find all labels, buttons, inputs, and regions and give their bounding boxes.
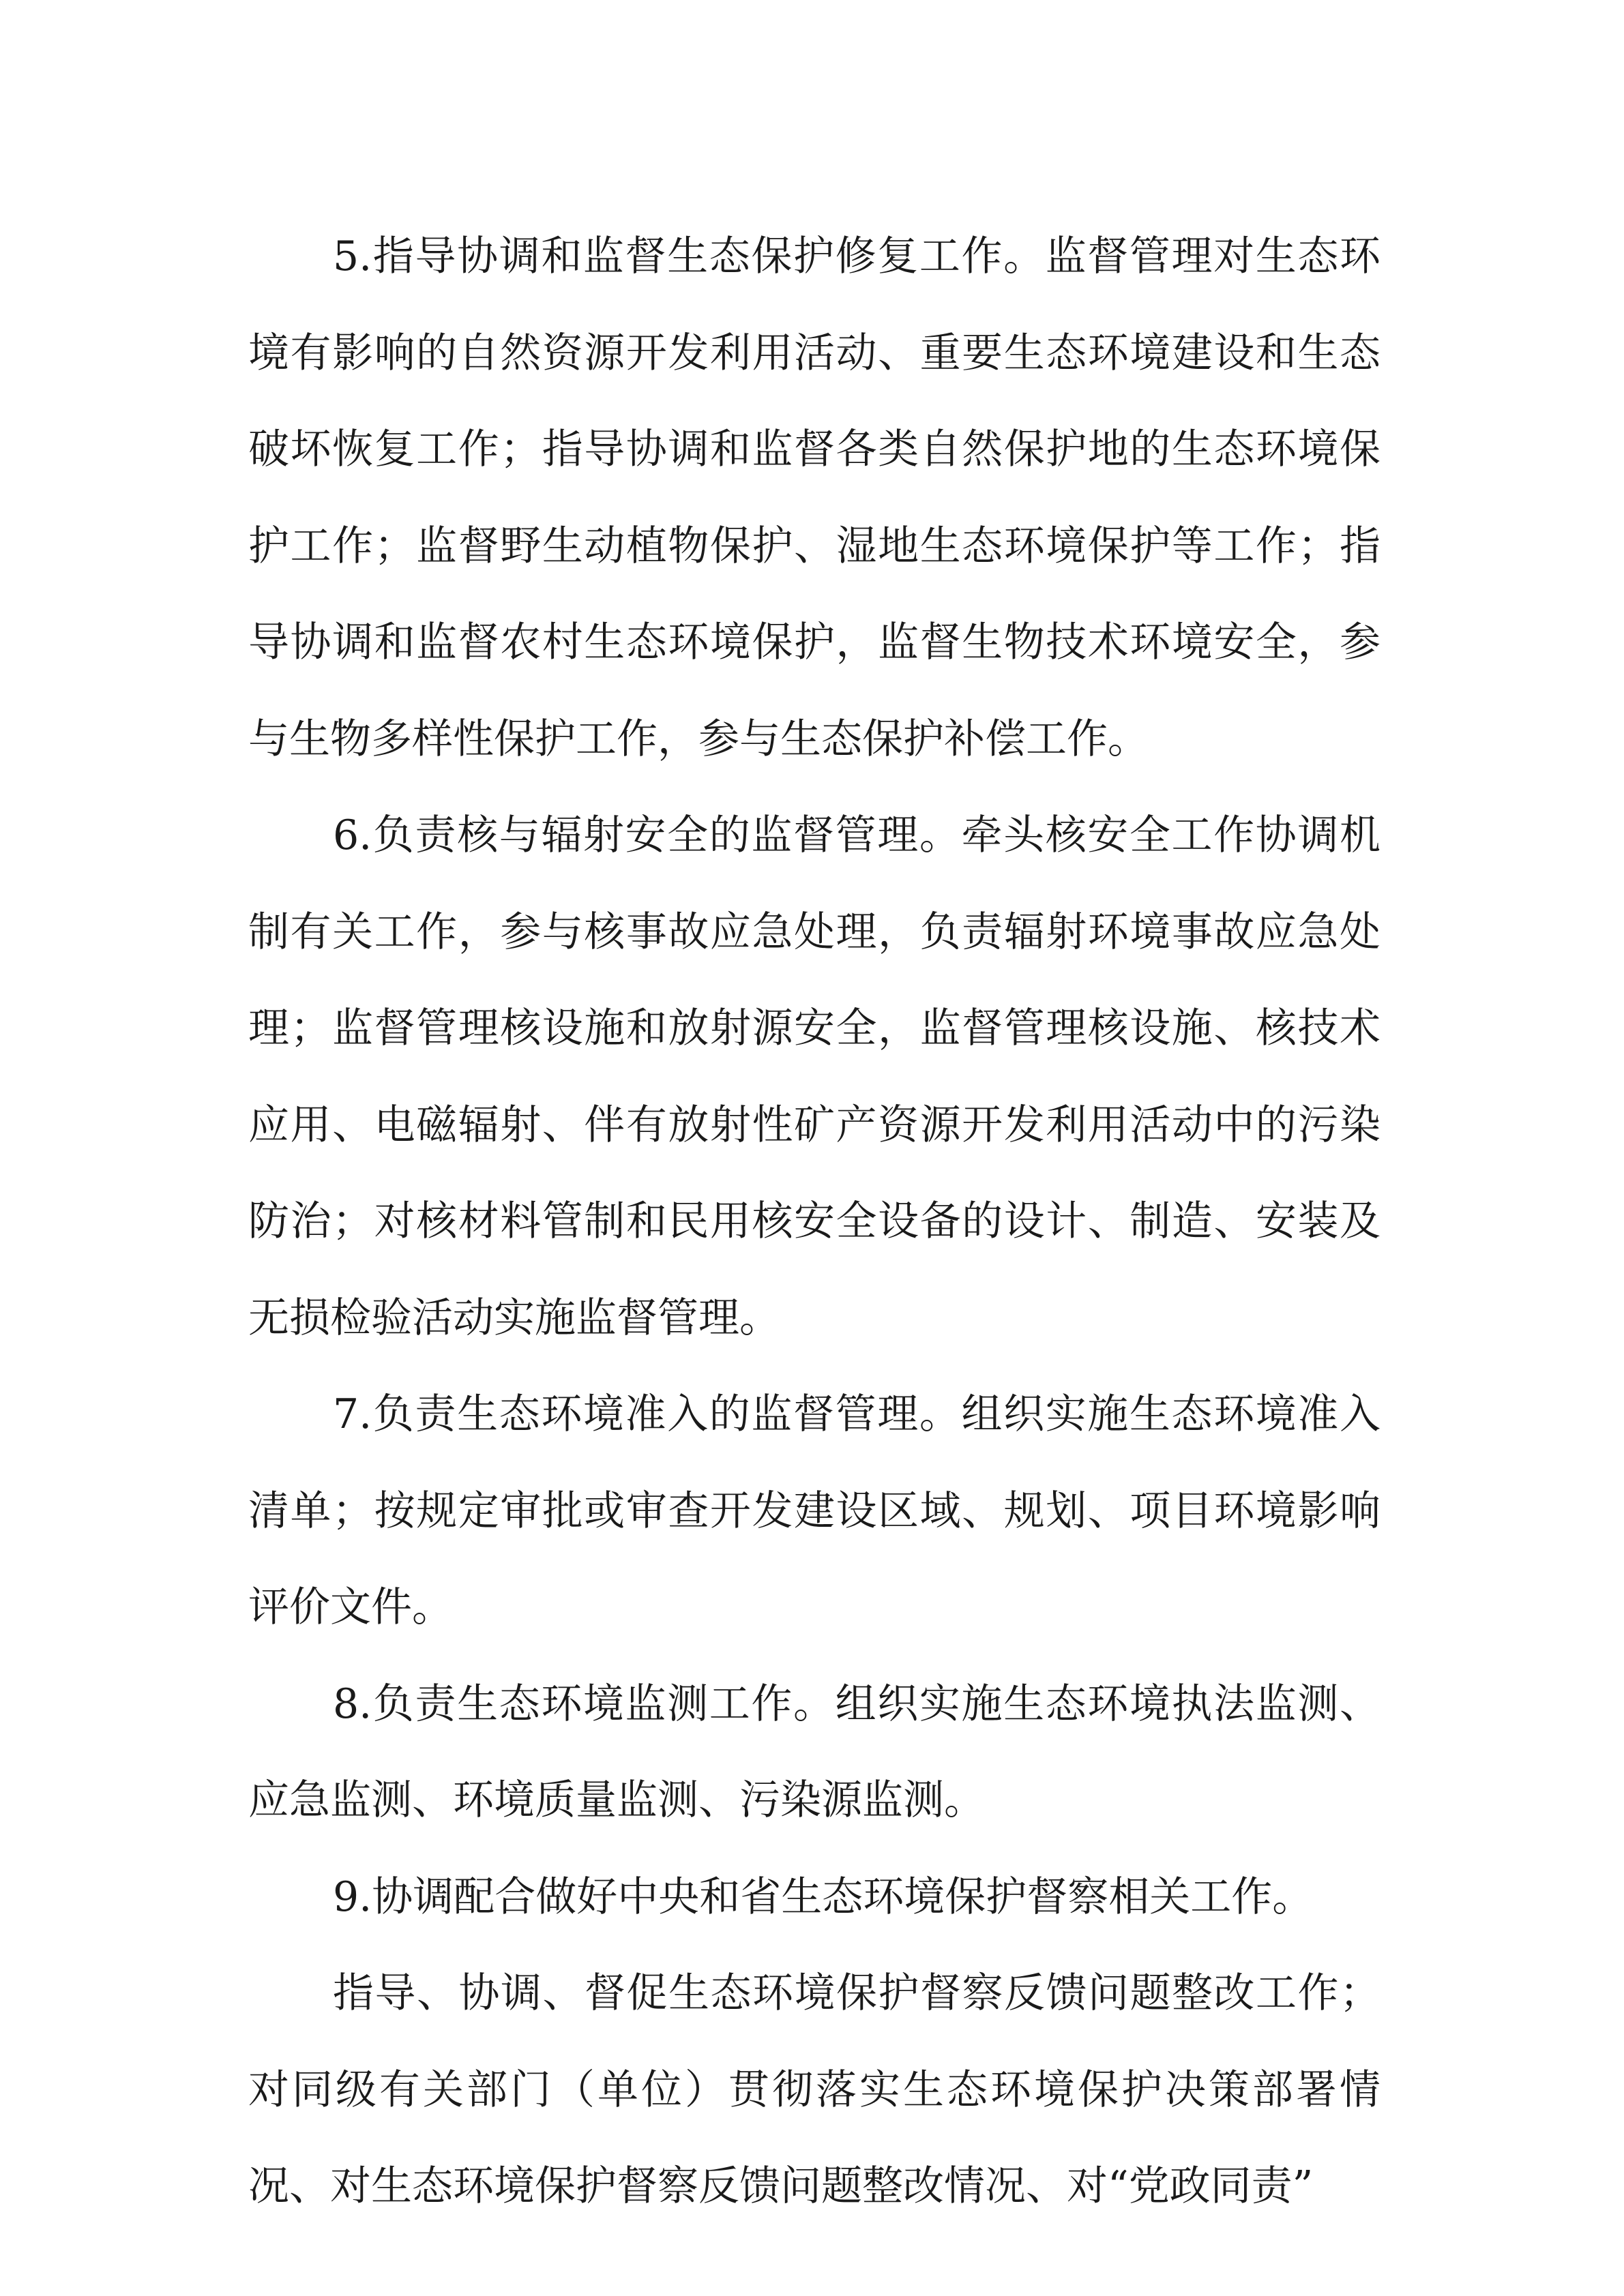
paragraph-item-7: 7.负责生态环境准入的监督管理。组织实施生态环境准入清单；按规定审批或审查开发建设区域、规划、项目环境影响评价文件。 — [248, 1390, 1381, 1631]
paragraph-item-9: 9.协调配合做好中央和省生态环境保护督察相关工作。 — [333, 1873, 1314, 1921]
document-body — [248, 209, 1381, 2235]
paragraph-item-5: 5.指导协调和监督生态保护修复工作。监督管理对生态环境有影响的自然资源开发利用活动、重要生态环境建设和生态破坏恢复工作；指导协调和监督各类自然保护地的生态环境保护工作；监督野生动植物保护、湿地生态环境保护等工作；指导协调和监督农村生态环境保护，监督生物技术环境安全，参与生物多样性保护工作，参与生态保护补偿工作。 — [248, 233, 1381, 763]
paragraph-continuation: 指导、协调、督促生态环境保护督察反馈问题整改工作；对同级有关部门（单位）贯彻落实生态环境保护决策部署情况、对生态环境保护督察反馈问题整改情况、对“党政同责” — [248, 1969, 1381, 2210]
paragraph-item-8: 8.负责生态环境监测工作。组织实施生态环境执法监测、应急监测、环境质量监测、污染源监测。 — [248, 1680, 1381, 1824]
paragraph-item-6: 6.负责核与辐射安全的监督管理。牵头核安全工作协调机制有关工作，参与核事故应急处理，负责辐射环境事故应急处理；监督管理核设施和放射源安全，监督管理核设施、核技术应用、电磁辐射、伴有放射性矿产资源开发利用活动中的污染防治；对核材料管制和民用核安全设备的设计、制造、安装及无损检验活动实施监督管理。 — [248, 811, 1381, 1342]
